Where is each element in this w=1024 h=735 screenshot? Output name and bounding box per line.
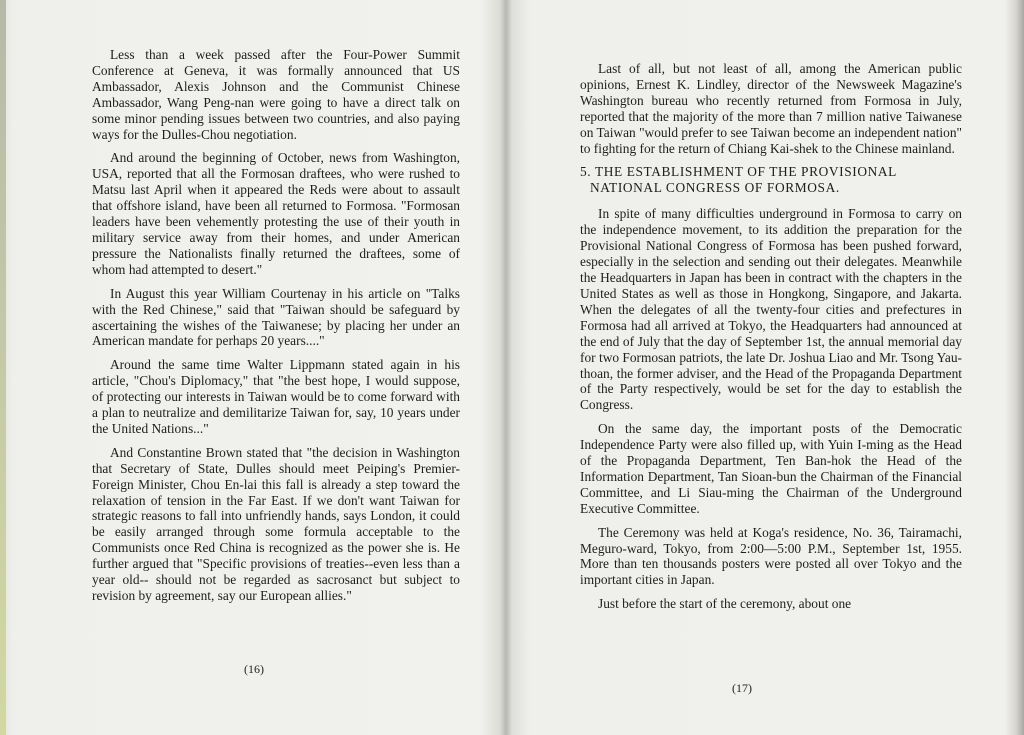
- paragraph: Last of all, but not least of all, among the American public opinions, Ernest K. Lindley, director of the Newsweek Magazine's Washington bureau who recently returned from Formosa in July, reported that the majority of the more than 7 million native Taiwanese on Taiwan "would prefer to see Taiwan become an independent nation" to fighting for the return of Chiang Kai-shek to the Chinese mainland.: [580, 61, 962, 156]
- paragraph: In spite of many difficulties underground in Formosa to carry on the independence movement, to its addition the preparation for the Provisional National Congress of Formosa has been pushed forward, especially in the selection and sending out their delegates. Meanwhile the Headquarters in Japan has been in contract with the chapters in the United States as well as those in Hongkong, Singapore, and Jakarta. When the delegates of all the twenty-four cities and prefectures in Formosa had all arrived at Tokyo, the Headquarters had announced at the end of July that the day of September 1st, the annual memorial day for two Formosan patriots, the late Dr. Joshua Liao and Mr. Tsong Yau-thoan, the former adviser, and the Head of the Propaganda Department of the Party respectively, would be set for the day to establish the Congress.: [580, 206, 962, 413]
- paragraph: Just before the start of the ceremony, about one: [598, 596, 852, 612]
- left-page-text: [92, 47, 460, 612]
- paragraph: Around the same time Walter Lippmann stated again in his article, "Chou's Diplomacy," that "the best hope, I would suppose, of protecting our interests in Taiwan would be to come forward with a plan to neutralize and demilitarize Taiwan for, say, 10 years under the United Nations...": [92, 357, 460, 436]
- section-heading-line: NATIONAL CONGRESS OF FORMOSA.: [590, 180, 840, 196]
- page-number: (17): [732, 681, 752, 695]
- paragraph: On the same day, the important posts of the Democratic Independence Party were also filled up, with Yuin I-ming as the Head of the Propaganda Department, Ten Ban-hok the Head of the Information Department, Tan Sioan-bun the Chairman of the Financial Committee, and Li Siau-ming the Chairman of the Underground Executive Committee.: [580, 421, 962, 516]
- paragraph: And around the beginning of October, news from Washington, USA, reported that all the Formosan draftees, who were rushed to Matsu last April when it appeared the Reds were about to assault that offshore island, have been all returned to Formosa. "Formosan leaders have been vehemently protesting the use of their youth in military service away from their homes, and under American pressure the Nationalists finally returned the draftees, some of whom had attempted to desert.": [92, 150, 460, 277]
- paragraph: And Constantine Brown stated that "the decision in Washington that Secretary of State, Dulles should meet Peiping's Premier-Foreign Minister, Chou En-lai this fall is already a step toward the relaxation of tension in the Far East. If we don't want Taiwan for strategic reasons to fall into unfriendly hands, says London, it could be easily arranged through some formula acceptable to the Communists once Red China is recognized as the power she is. He further argued that "Specific provisions of treaties--even less than a year old-- should not be regarded as sacrosanct but subject to revision by agreement, say our European allies.": [92, 444, 460, 603]
- page-number: (16): [244, 662, 264, 676]
- left-page: [14, 0, 500, 735]
- right-page: [512, 0, 1006, 735]
- paragraph: In August this year William Courtenay in his article on "Talks with the Red Chinese," said that "Taiwan should be safeguard by ascertaining the wishes of the Taiwanese; by placing her under an American mandate for perhaps 20 years....": [92, 285, 460, 349]
- paragraph: The Ceremony was held at Koga's residence, No. 36, Tairamachi, Meguro-ward, Tokyo, from 2:00—5:00 P.M., September 1st, 1955. More than ten thousands posters were posted all over Tokyo and the important cities in Japan.: [580, 524, 962, 588]
- paragraph: Less than a week passed after the Four-Power Summit Conference at Geneva, it was formally announced that US Ambassador, Alexis Johnson and the Communist Chinese Ambassador, Wang Peng-nan were going to have a direct talk on some minor pending issues between two countries, and also paying ways for the Dulles-Chou negotiation.: [92, 47, 460, 142]
- section-heading-line: 5. THE ESTABLISHMENT OF THE PROVISIONAL: [580, 164, 897, 180]
- page-edge: [0, 0, 6, 735]
- right-page-text: [580, 61, 962, 612]
- section-heading: [580, 164, 962, 196]
